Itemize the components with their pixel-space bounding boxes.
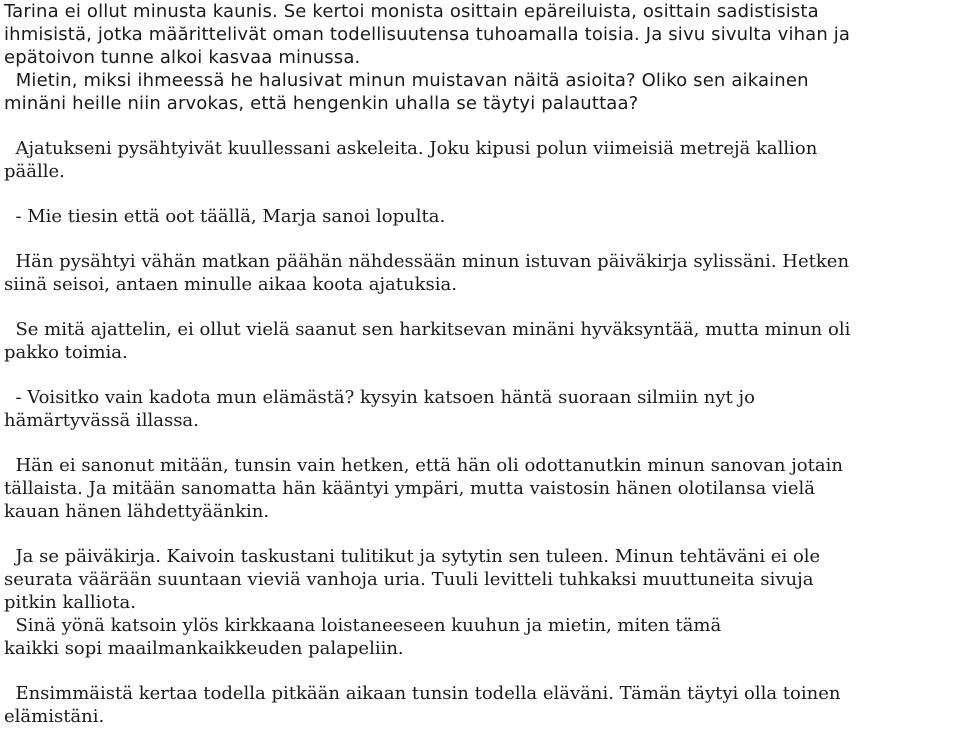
text-line: seurata väärään suuntaan vieviä vanhoja uria. Tuuli levitteli tuhkaksi muuttuneita sivuja [4,569,814,590]
paragraph-gap [4,660,960,682]
paragraph-gap [4,296,960,318]
text-line: tällaista. Ja mitään sanomatta hän kääntyi ympäri, mutta vaistosin hänen olotilansa vielä [4,478,816,499]
paragraph-gap [4,432,960,454]
text-line: - Mie tiesin että oot täällä, Marja sanoi lopulta. [4,206,446,227]
text-line: elämistäni. [4,706,105,727]
text-line: Ja se päiväkirja. Kaivoin taskustani tulitikut ja sytytin sen tuleen. Minun tehtäväni ei ole [4,546,821,567]
text-line: päälle. [4,161,65,182]
text-line: Tarina ei ollut minusta kaunis. Se kertoi monista osittain epäreiluista, osittain sadistisista [4,1,819,22]
paragraph-gap [4,183,960,205]
text-line: ihmisistä, jotka mäărittelivät oman todellisuutensa tuhoamalla toisia. Ja sivu sivulta vihan ja [4,24,851,45]
text-line: minäni heille niin arvokas, että hengenkin uhalla se täytyi palauttaa? [4,93,639,114]
document-page [4,0,960,728]
text-line: Hän pysähtyi vähän matkan päähän nähdessään minun istuvan päiväkirja sylissäni. Hetken [4,251,850,272]
paragraph-gap [4,364,960,386]
text-line: Sinä yönä katsoin ylös kirkkaana loistaneeseen kuuhun ja mietin, miten tämä [4,615,722,636]
text-line: Se mitä ajattelin, ei ollut vielä saanut sen harkitsevan minäni hyväksyntää, mutta minun oli [4,319,851,340]
paragraph-gap [4,115,960,137]
paragraph-gap [4,228,960,250]
text-line: Hän ei sanonut mitään, tunsin vain hetken, että hän oli odottanutkin minun sanovan jotain [4,455,843,476]
text-line: epätoivon tunne alkoi kasvaa minussa. [4,47,361,68]
paragraph-gap [4,523,960,545]
text-line: pakko toimia. [4,342,128,363]
text-line: Ajatukseni pysähtyivät kuullessani askeleita. Joku kipusi polun viimeisiä metrejä kallion [4,138,818,159]
text-line: kauan hänen lähdettyäänkin. [4,501,270,522]
text-line: pitkin kalliota. [4,592,136,613]
text-line: - Voisitko vain kadota mun elämästä? kysyin katsoen häntä suoraan silmiin nyt jo [4,387,755,408]
text-line: Mietin, miksi ihmeessä he halusivat minun muistavan näitä asioita? Oliko sen aikainen [4,70,809,91]
text-line: Ensimmäistä kertaa todella pitkään aikaan tunsin todella eläväni. Tämän täytyi olla toinen [4,683,841,704]
text-line: kaikki sopi maailmankaikkeuden palapeliin. [4,638,404,659]
text-line: siinä seisoi, antaen minulle aikaa koota ajatuksia. [4,274,457,295]
text-line: hämärtyvässä illassa. [4,410,199,431]
